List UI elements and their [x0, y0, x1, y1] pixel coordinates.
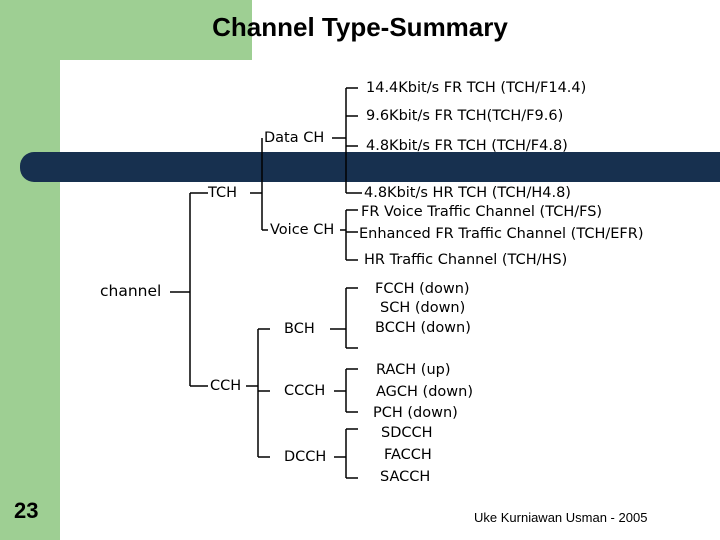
page-number: 23 [14, 498, 39, 523]
bch-item: SCH (down) [380, 300, 466, 316]
voice-item: HR Traffic Channel (TCH/HS) [364, 252, 568, 268]
node-data-ch: Data CH [264, 130, 325, 146]
voice-item: FR Voice Traffic Channel (TCH/FS) [361, 204, 603, 220]
dcch-item: SACCH [380, 469, 431, 485]
node-tch: TCH [208, 185, 238, 201]
ccch-item: AGCH (down) [376, 384, 473, 400]
author-footer: Uke Kurniawan Usman - 2005 [474, 510, 648, 525]
ccch-item: PCH (down) [373, 405, 458, 421]
page-title: Channel Type-Summary [212, 12, 508, 42]
dcch-item: SDCCH [381, 425, 433, 441]
ccch-item: RACH (up) [376, 362, 451, 378]
node-ccch: CCCH [284, 383, 326, 399]
data-item: 4.8Kbit/s FR TCH (TCH/F4.8) [366, 138, 568, 154]
voice-item: Enhanced FR Traffic Channel (TCH/EFR) [359, 226, 644, 242]
node-channel: channel [100, 282, 162, 300]
data-item: 4.8Kbit/s HR TCH (TCH/H4.8) [364, 185, 571, 201]
bch-item: BCCH (down) [375, 320, 471, 336]
data-item: 9.6Kbit/s FR TCH(TCH/F9.6) [366, 108, 564, 124]
node-bch: BCH [284, 321, 315, 337]
bch-item: FCCH (down) [375, 281, 470, 297]
dcch-item: FACCH [384, 447, 432, 463]
node-cch: CCH [210, 378, 242, 394]
data-item: 14.4Kbit/s FR TCH (TCH/F14.4) [366, 80, 587, 96]
node-dcch: DCCH [284, 449, 327, 465]
node-voice-ch: Voice CH [270, 222, 335, 238]
